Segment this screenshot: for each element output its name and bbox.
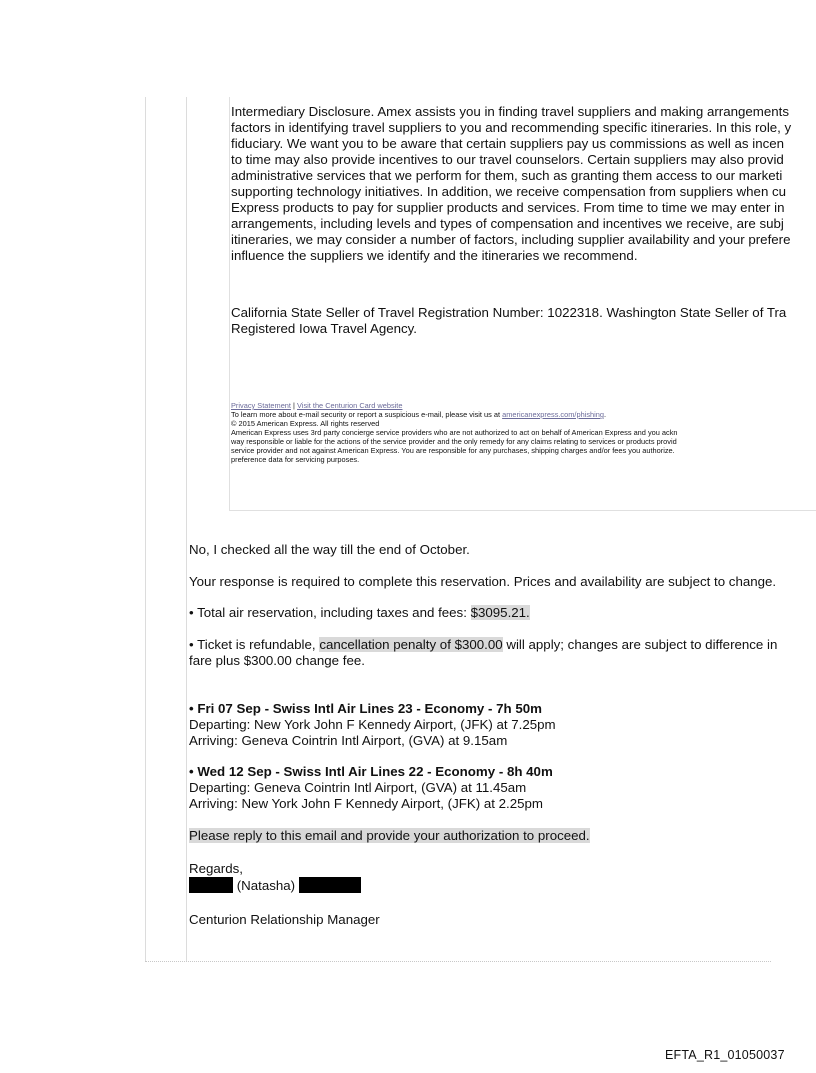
disclosure-line: fiduciary. We want you to be aware that certain suppliers pay us commissions as well as incen bbox=[231, 136, 785, 151]
regards: Regards, bbox=[189, 861, 243, 876]
disclosure-line: influence the suppliers we identify and the itineraries we recommend. bbox=[231, 248, 638, 263]
flight-1-arriving: Arriving: Geneva Cointrin Intl Airport, (GVA) at 9.15am bbox=[189, 733, 508, 748]
intermediary-disclosure bbox=[231, 104, 816, 264]
total-label: • Total air reservation, including taxes and fees: bbox=[189, 605, 471, 620]
authorization-text: Please reply to this email and provide your authorization to proceed. bbox=[189, 828, 590, 843]
disclosure-line: administrative services that we perform for them, such as granting them access to our marketi bbox=[231, 168, 783, 183]
signature-nickname: (Natasha) bbox=[233, 878, 299, 893]
disclosure-line: Intermediary Disclosure. Amex assists you in finding travel suppliers and making arrangements bbox=[231, 104, 789, 119]
signature-name-line bbox=[189, 877, 361, 894]
legal-line: service provider and not against American Express. You are responsible for any purchases, shipping charges and/or fees you authorize. bbox=[231, 446, 675, 455]
footer-links bbox=[231, 401, 816, 410]
total-amount: $3095.21. bbox=[470, 605, 530, 620]
refund-line bbox=[189, 637, 777, 653]
redaction-box bbox=[299, 877, 361, 893]
security-notice bbox=[231, 410, 816, 419]
copyright: © 2015 American Express. All rights reserved bbox=[231, 419, 380, 428]
disclosure-line: itineraries, we may consider a number of factors, including supplier availability and your prefere bbox=[231, 232, 791, 247]
legal-line: preference data for servicing purposes. bbox=[231, 455, 360, 464]
legal-line: American Express uses 3rd party concierge service providers who are not authorized to act on behalf of American Express and you ackn bbox=[231, 428, 678, 437]
phishing-link[interactable]: americanexpress.com/phishing bbox=[502, 410, 604, 419]
email-footer bbox=[231, 401, 816, 464]
footer-link-separator: | bbox=[290, 401, 298, 410]
refund-text-end: will apply; changes are subject to difference in bbox=[502, 637, 778, 652]
document-id: EFTA_R1_01050037 bbox=[665, 1048, 785, 1062]
disclosure-line: Express products to pay for supplier products and services. From time to time we may enter in bbox=[231, 200, 785, 215]
quote-bottom-border bbox=[145, 961, 771, 963]
registration-line: California State Seller of Travel Registration Number: 1022318. Washington State Seller of Tra bbox=[231, 305, 787, 320]
flight-2-title: • Wed 12 Sep - Swiss Intl Air Lines 22 - Economy - 8h 40m bbox=[189, 764, 553, 779]
flight-1-departing: Departing: New York John F Kennedy Airport, (JFK) at 7.25pm bbox=[189, 717, 556, 732]
inner-quote-border bbox=[186, 97, 187, 962]
legal-line: way responsible or liable for the actions of the service provider and the only remedy for any claims relating to services or products provid bbox=[231, 437, 677, 446]
disclosure-line: arrangements, including levels and types of compensation and incentives we receive, are subj bbox=[231, 216, 784, 231]
checked-line: No, I checked all the way till the end of October. bbox=[189, 542, 470, 557]
refund-line-2: fare plus $300.00 change fee. bbox=[189, 653, 365, 668]
authorization-request bbox=[189, 828, 590, 844]
flight-2-departing: Departing: Geneva Cointrin Intl Airport, (GVA) at 11.45am bbox=[189, 780, 527, 795]
disclosure-line: to time may also provide incentives to our travel counselors. Certain suppliers may also provid bbox=[231, 152, 784, 167]
security-notice-text: To learn more about e-mail security or report a suspicious e-mail, please visit us at bbox=[231, 410, 503, 419]
refund-text: • Ticket is refundable, bbox=[189, 637, 320, 652]
disclosure-line: factors in identifying travel suppliers to you and recommending specific itineraries. In this role, y bbox=[231, 120, 792, 135]
centurion-website-link[interactable]: Visit the Centurion Card website bbox=[297, 401, 403, 410]
disclosure-line: supporting technology initiatives. In addition, we receive compensation from suppliers when cu bbox=[231, 184, 787, 199]
privacy-statement-link[interactable]: Privacy Statement bbox=[231, 401, 291, 410]
registration-line: Registered Iowa Travel Agency. bbox=[231, 321, 418, 336]
seller-of-travel-registration bbox=[231, 305, 816, 337]
outer-quote-border bbox=[145, 97, 146, 962]
cancellation-penalty: cancellation penalty of $300.00 bbox=[319, 637, 503, 652]
redaction-box bbox=[189, 877, 233, 893]
total-reservation-line bbox=[189, 605, 530, 621]
response-required-line: Your response is required to complete this reservation. Prices and availability are subject to change. bbox=[189, 574, 777, 589]
flight-1-title: • Fri 07 Sep - Swiss Intl Air Lines 23 - Economy - 7h 50m bbox=[189, 701, 542, 716]
security-notice-end: . bbox=[603, 410, 607, 419]
flight-2-arriving: Arriving: New York John F Kennedy Airport, (JFK) at 2.25pm bbox=[189, 796, 544, 811]
signature-title: Centurion Relationship Manager bbox=[189, 912, 380, 927]
